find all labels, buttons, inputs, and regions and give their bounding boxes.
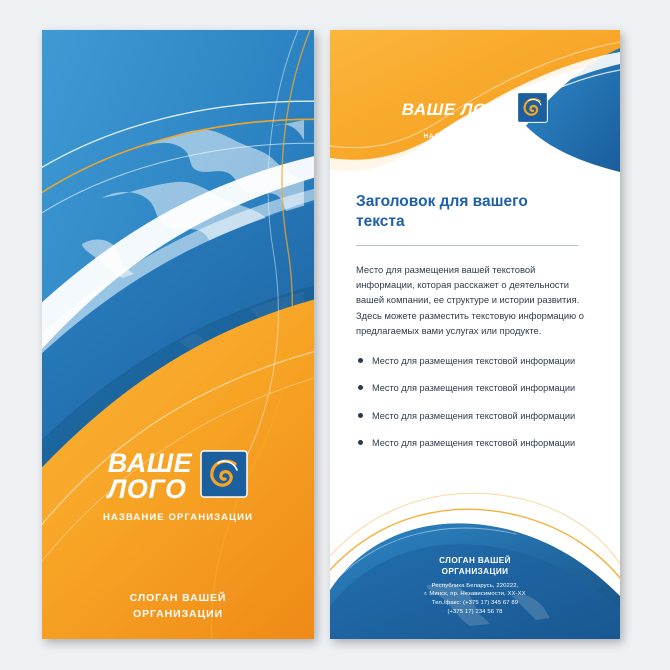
back-logo-wordmark xyxy=(401,99,512,119)
front-slogan-line2: ОРГАНИЗАЦИИ xyxy=(133,608,223,621)
back-text-content xyxy=(356,192,594,463)
footer-address-line2: г. Минск, пр. Независимости, ХХ-ХХ xyxy=(424,591,526,598)
footer-address-line1: Республика Беларусь, 220222, xyxy=(431,582,519,589)
footer-slogan xyxy=(330,556,620,577)
flyer-front-card xyxy=(42,30,314,639)
footer-phone-line1: Тел./факс: (+375 17) 345 67 89 xyxy=(431,600,519,607)
front-logo-subtitle: НАЗВАНИЕ ОРГАНИЗАЦИИ xyxy=(102,512,254,523)
list-item: Место для размещения текстовой информации xyxy=(356,354,594,368)
heading-divider xyxy=(356,245,578,246)
back-heading-line1: Заголовок для вашего xyxy=(356,193,528,210)
spiral-swirl-logo-icon xyxy=(517,92,548,128)
back-heading xyxy=(356,192,594,233)
front-logo-line1: ВАШЕ xyxy=(107,447,193,478)
back-footer xyxy=(330,556,620,617)
back-logo-line1: ВАШЕ ЛОГО xyxy=(401,99,512,119)
back-bullet-list xyxy=(356,354,594,450)
list-item: Место для размещения текстовой информации xyxy=(356,436,594,450)
list-item: Место для размещения текстовой информации xyxy=(356,409,594,423)
front-slogan-line1: СЛОГАН ВАШЕЙ xyxy=(129,592,227,604)
front-artwork xyxy=(42,30,314,639)
footer-slogan-line1: СЛОГАН ВАШЕЙ xyxy=(439,556,511,566)
front-logo-line2: ЛОГО xyxy=(107,473,187,504)
footer-slogan-line2: ОРГАНИЗАЦИИ xyxy=(441,566,509,576)
back-heading-line2: текста xyxy=(356,213,405,231)
front-slogan xyxy=(42,590,314,623)
front-logo-wordmark xyxy=(107,447,193,504)
flyer-back-card xyxy=(330,30,620,639)
list-item: Место для размещения текстовой информации xyxy=(356,381,594,395)
footer-phone-line2: (+375 17) 234 56 78 xyxy=(447,609,503,616)
back-logo-subtitle: НАЗВАНИЕ ОРГАНИЗАЦИИ xyxy=(423,133,527,140)
back-paragraph: Место для размещения вашей текстовой информации, которая расскажет о деятельности вашей компании, ее структуре и истории развития. Здесь можете разместить текстовую информацию о предлагаемых вами услугах или продукте. xyxy=(356,263,585,336)
spiral-swirl-logo-icon xyxy=(200,450,248,503)
front-logo-block xyxy=(42,447,314,523)
back-logo-block xyxy=(330,92,620,140)
